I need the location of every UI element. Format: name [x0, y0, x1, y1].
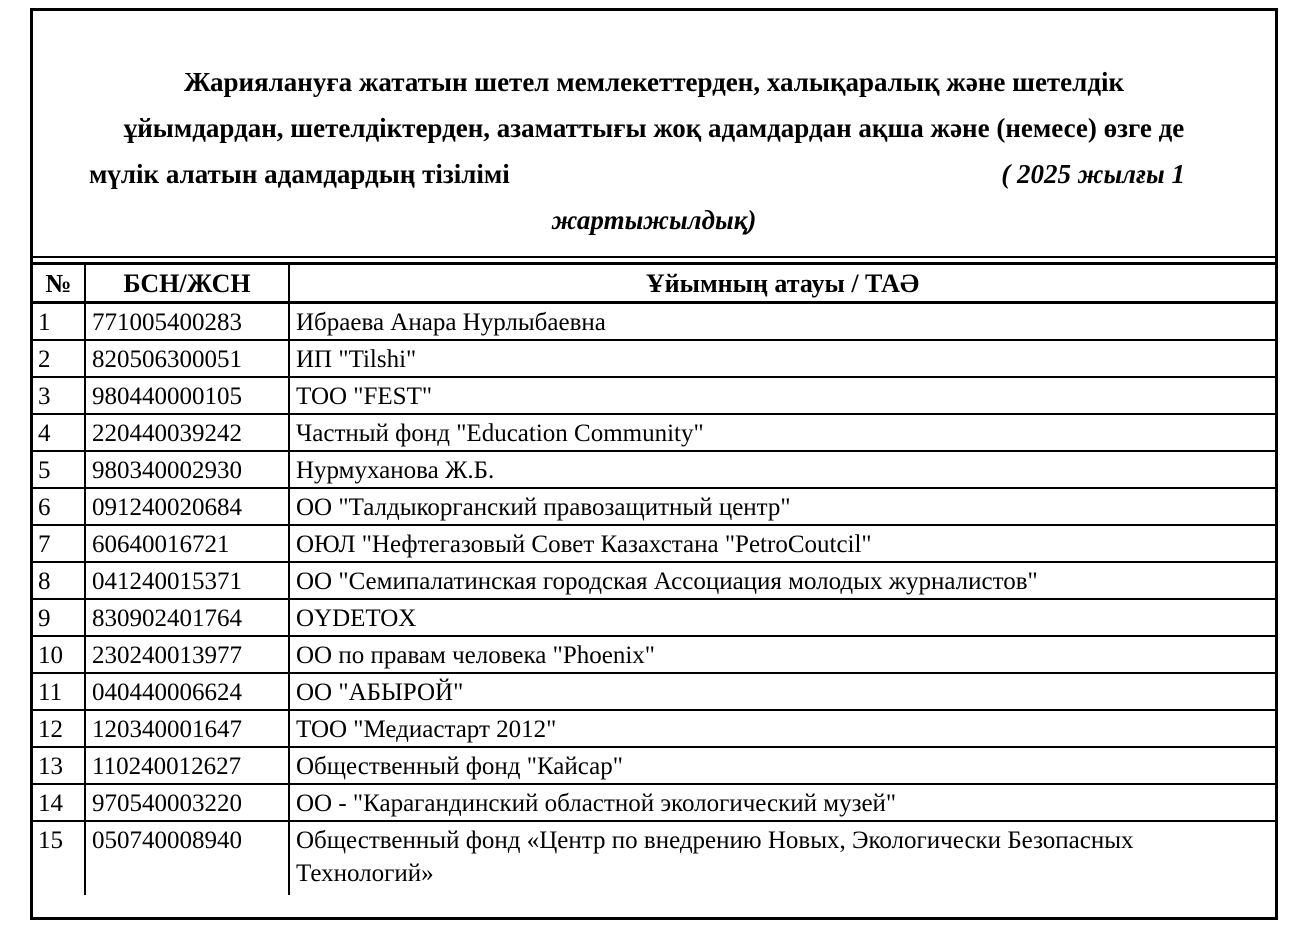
table-row: [33, 488, 1275, 525]
table-row: [33, 673, 1275, 710]
table-row: [33, 303, 1275, 341]
table-header-row: [33, 264, 1275, 303]
table-row: [33, 562, 1275, 599]
row-number-cell: 14: [33, 784, 85, 821]
column-header-name: Ұйымның атауы / ТАӘ: [289, 264, 1275, 303]
bin-cell: 110240012627: [85, 747, 289, 784]
bin-cell: 830902401764: [85, 599, 289, 636]
bin-cell: 230240013977: [85, 636, 289, 673]
document-title: [33, 11, 1275, 258]
bin-cell: 120340001647: [85, 710, 289, 747]
row-number-cell: 15: [33, 821, 85, 895]
row-number-cell: 8: [33, 562, 85, 599]
organization-name-cell: OYDETOX: [289, 599, 1275, 636]
table-row: [33, 710, 1275, 747]
bin-cell: 091240020684: [85, 488, 289, 525]
bin-cell: 820506300051: [85, 340, 289, 377]
column-header-bin: БСН/ЖСН: [85, 264, 289, 303]
table-row: [33, 451, 1275, 488]
column-header-number: №: [33, 264, 85, 303]
row-number-cell: 13: [33, 747, 85, 784]
bin-cell: 980340002930: [85, 451, 289, 488]
organization-name-cell: ОО "Талдыкорганский правозащитный центр": [289, 488, 1275, 525]
organization-name-cell: ОО по правам человека "Phoenix": [289, 636, 1275, 673]
bin-cell: 220440039242: [85, 414, 289, 451]
title-line-3: [33, 151, 1275, 197]
bin-cell: 040440006624: [85, 673, 289, 710]
title-line-1: Жариялануға жататын шетел мемлекеттерден, халықаралық және шетелдік: [183, 67, 1125, 97]
table-row: [33, 599, 1275, 636]
row-number-cell: 1: [33, 303, 85, 341]
bin-cell: 041240015371: [85, 562, 289, 599]
table-row: [33, 821, 1275, 895]
organization-name-cell: ТОО "FEST": [289, 377, 1275, 414]
row-number-cell: 11: [33, 673, 85, 710]
bin-cell: 980440000105: [85, 377, 289, 414]
table-row: [33, 414, 1275, 451]
row-number-cell: 6: [33, 488, 85, 525]
bin-cell: 970540003220: [85, 784, 289, 821]
table-row: [33, 525, 1275, 562]
organization-name-cell: Ибраева Анара Нурлыбаевна: [289, 303, 1275, 341]
table-row: [33, 747, 1275, 784]
organization-name-cell: ОО "АБЫРОЙ": [289, 673, 1275, 710]
row-number-cell: 2: [33, 340, 85, 377]
bin-cell: 771005400283: [85, 303, 289, 341]
organization-name-cell: ТОО "Медиастарт 2012": [289, 710, 1275, 747]
table-row: [33, 636, 1275, 673]
row-number-cell: 12: [33, 710, 85, 747]
row-number-cell: 4: [33, 414, 85, 451]
title-period-end: жартыжылдық): [551, 205, 757, 235]
bin-cell: 050740008940: [85, 821, 289, 895]
title-line-3-text: мүлік алатын адамдардың тізілімі: [89, 159, 510, 189]
document-frame: [30, 8, 1278, 920]
organization-name-cell: ИП "Tilshi": [289, 340, 1275, 377]
organization-name-cell: Нурмуханова Ж.Б.: [289, 451, 1275, 488]
row-number-cell: 5: [33, 451, 85, 488]
organization-name-cell: Частный фонд "Education Community": [289, 414, 1275, 451]
table-row: [33, 784, 1275, 821]
row-number-cell: 3: [33, 377, 85, 414]
organization-name-cell: ОО - "Карагандинский областной экологический музей": [289, 784, 1275, 821]
title-line-2: ұйымдардан, шетелдіктерден, азаматтығы жоқ адамдардан ақша және (немесе) өзге де: [123, 113, 1185, 143]
row-number-cell: 9: [33, 599, 85, 636]
row-number-cell: 7: [33, 525, 85, 562]
row-number-cell: 10: [33, 636, 85, 673]
organization-name-cell: ОЮЛ "Нефтегазовый Совет Казахстана "PetroCoutcil": [289, 525, 1275, 562]
title-period-start: ( 2025 жылғы 1: [1001, 159, 1185, 189]
table-row: [33, 377, 1275, 414]
organization-name-cell: ОО "Семипалатинская городская Ассоциация молодых журналистов": [289, 562, 1275, 599]
registry-table: [33, 262, 1275, 895]
bin-cell: 60640016721: [85, 525, 289, 562]
organization-name-cell: Общественный фонд "Кайсар": [289, 747, 1275, 784]
table-row: [33, 340, 1275, 377]
organization-name-cell: Общественный фонд «Центр по внедрению Новых, Экологически Безопасных Технологий»: [289, 821, 1275, 895]
